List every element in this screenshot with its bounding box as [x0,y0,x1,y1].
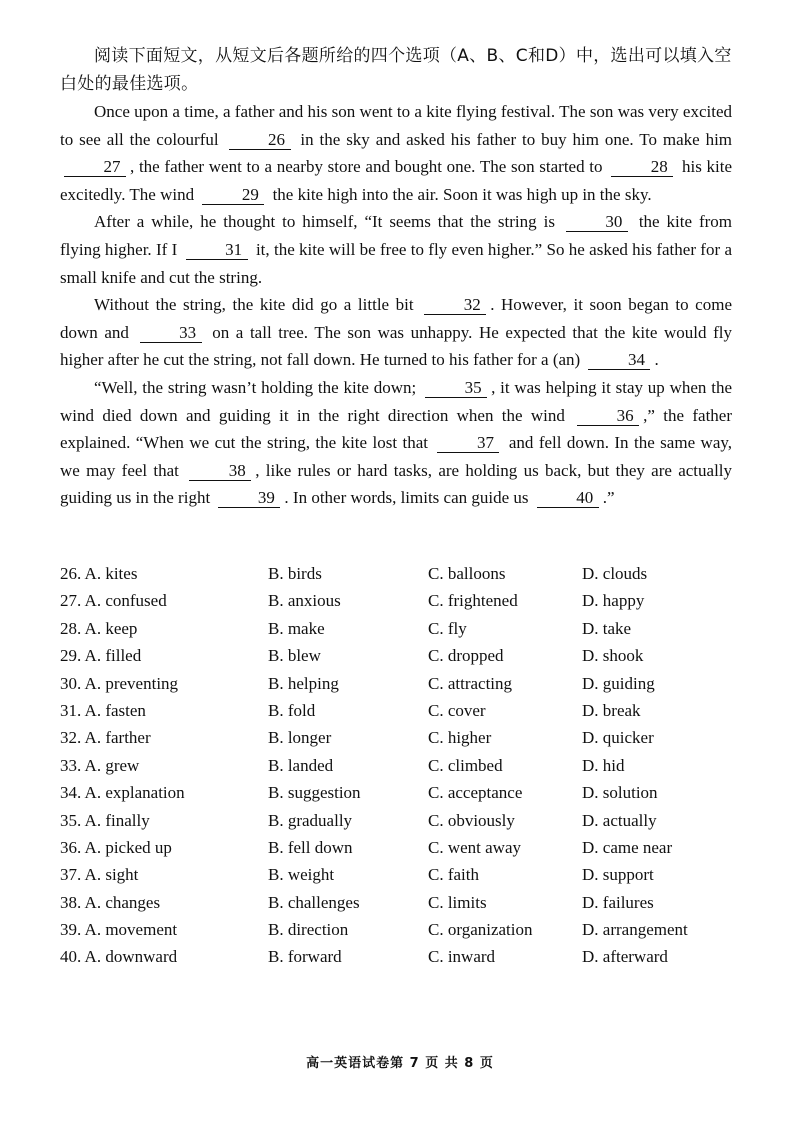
option-d: D. failures [582,892,654,912]
option-d: D. solution [582,783,658,803]
blank-40: 40 [537,489,599,508]
option-c: C. organization [428,920,533,940]
option-a: 32. A. farther [60,728,151,748]
option-row-33 [60,752,740,779]
option-b: B. helping [268,673,339,693]
option-c: C. higher [428,728,492,748]
option-row-28 [60,615,740,642]
option-d: D. guiding [582,673,655,693]
blank-35: 35 [425,379,487,398]
passage-text: . However, it soon began to come down and [60,295,732,342]
passage-text: the kite from flying higher. If I [60,212,732,259]
passage-text: the kite high into the air. Soon it was high up in the sky. [272,184,652,204]
paragraph-4 [60,374,732,512]
option-d: D. break [582,700,641,720]
option-c: C. climbed [428,755,503,775]
passage-text: .” [602,488,615,508]
option-a: 33. A. grew [60,755,140,775]
cloze-passage [60,98,732,512]
option-d: D. afterward [582,947,668,967]
blank-31: 31 [186,241,248,260]
blank-32: 32 [424,296,486,315]
passage-text: Once upon a time, a father and his son went to a kite flying festival. The son was very excited to see all the colourful [60,102,732,149]
option-c: C. faith [428,865,479,885]
option-c: C. frightened [428,591,518,611]
option-d: D. clouds [582,564,648,583]
option-b: B. fell down [268,837,353,857]
option-b: B. blew [268,646,321,666]
passage-text: on a tall tree. The son was unhappy. He expected that the kite would fly higher after he cut the string, not fall down. He turned to his father for a (an) [60,322,733,370]
passage-text: “Well, the string wasn’t holding the kite down; [94,377,417,397]
option-b: B. challenges [268,892,360,912]
option-c: C. inward [428,947,496,967]
option-d: D. came near [582,837,673,857]
passage-text: Without the string, the kite did go a little bit [94,295,414,315]
blank-30: 30 [566,213,628,232]
option-row-30 [60,670,740,697]
blank-28: 28 [611,158,673,177]
blank-39: 39 [218,489,280,508]
passage-text: , like rules or hard tasks, are holding us back, but they are actually guiding us in the right [60,460,733,508]
option-b: B. landed [268,755,334,775]
option-c: C. obviously [428,810,515,830]
paragraph-3 [60,291,732,374]
option-b: B. longer [268,728,332,748]
option-c: C. went away [428,837,522,857]
option-row-34 [60,779,740,806]
passage-text: and fell down. In the same way, we may feel that [60,433,733,480]
option-c: C. balloons [428,564,506,583]
option-c: C. acceptance [428,783,523,803]
option-a: 29. A. filled [60,646,142,666]
passage-text: . In other words, limits can guide us [284,488,529,508]
option-d: D. hid [582,755,625,775]
option-a: 31. A. fasten [60,700,146,720]
passage-text: , it was helping it stay up when the wind died down and guiding it in the right direction when the wind [60,377,732,425]
blank-26: 26 [229,131,291,150]
option-row-37 [60,861,740,888]
passage-text: ,” the father explained. “When we cut the string, the kite lost that [60,405,732,453]
option-row-31 [60,697,740,724]
passage-text: After a while, he thought to himself, “It seems that the string is [94,212,555,232]
option-row-40 [60,943,740,970]
answer-options [60,560,740,971]
option-b: B. forward [268,947,342,967]
option-a: 38. A. changes [60,892,161,912]
option-a: 27. A. confused [60,591,167,611]
option-row-38 [60,889,740,916]
page-footer: 高一英语试卷第 7 页 共 8 页 [306,1056,494,1071]
blank-37: 37 [437,434,499,453]
passage-text: , the father went to a nearby store and bought one. The son started to [130,157,603,177]
passage-text: his kite excitedly. The wind [60,157,733,204]
blank-29: 29 [202,186,264,205]
instructions: 阅读下面短文，从短文后各题所给的四个选项（A、B、C和D）中，选出可以填入空白处的最佳选项。 [60,46,732,94]
option-a: 39. A. movement [60,920,178,940]
option-b: B. weight [268,865,335,885]
blank-33: 33 [140,324,202,343]
option-d: D. quicker [582,728,654,748]
option-b: B. suggestion [268,783,361,803]
blank-34: 34 [588,351,650,370]
passage-text: in the sky and asked his father to buy him one. To make him [300,129,733,149]
option-d: D. take [582,618,632,638]
option-row-36 [60,834,740,861]
option-a: 28. A. keep [60,618,138,638]
option-b: B. fold [268,700,316,720]
option-c: C. limits [428,892,487,912]
blank-38: 38 [189,462,251,481]
option-a: 35. A. finally [60,810,150,830]
option-a: 34. A. explanation [60,783,185,803]
option-c: C. fly [428,618,467,638]
passage-text: it, the kite will be free to fly even higher.” So he asked his father for a small knife and cut the string. [60,239,732,287]
option-a: 30. A. preventing [60,673,179,693]
option-a: 36. A. picked up [60,837,172,857]
option-a: 26. A. kites [60,564,138,583]
option-a: 37. A. sight [60,865,139,885]
option-row-32 [60,724,740,751]
option-row-35 [60,807,740,834]
option-row-27 [60,587,740,614]
option-c: C. cover [428,700,486,720]
option-c: C. dropped [428,646,504,666]
paragraph-2 [60,208,732,291]
option-row-39 [60,916,740,943]
option-d: D. arrangement [582,920,688,940]
option-row-29 [60,642,740,669]
option-a: 40. A. downward [60,947,178,967]
blank-36: 36 [577,407,639,426]
option-b: B. birds [268,564,322,583]
option-b: B. gradually [268,810,353,830]
option-d: D. shook [582,646,644,666]
passage-text: . [654,350,659,370]
option-b: B. direction [268,920,349,940]
option-b: B. make [268,618,325,638]
paragraph-1 [60,98,732,208]
option-b: B. anxious [268,591,341,611]
option-d: D. actually [582,810,657,830]
blank-27: 27 [64,158,126,177]
option-row-26 [60,560,740,587]
option-d: D. support [582,865,654,885]
option-c: C. attracting [428,673,513,693]
option-d: D. happy [582,591,645,611]
